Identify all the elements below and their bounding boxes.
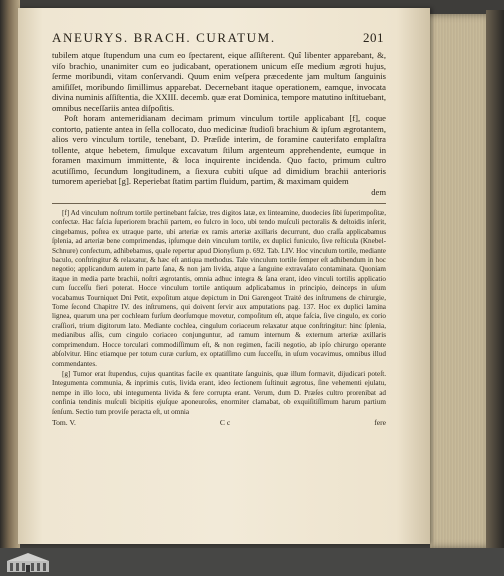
fore-edge-shadow [486,10,504,548]
footnote-g: [g] Tumor erat ſtupendus, cujus quantitas facile ex quantitate ſanguinis, quæ illum formavit, dijudicari poteſt. Integumenta communia, & inprimis cutis, livida erant, ideo ſectionem ſuſtinuit ægrotus, ſine vehementi ejulatu, nempe in illo loco, ubi integumenta livida & fere corrupta erant. Verum, dum D. Præſes cultro prorenibat ad confinia tendinis muſculi bicipitis ejuſque aponeuroſes, enormiter clamabat, ob exquiſitiſſimum harum partium ſenſum. Sectio tum proviſe peracta eſt, ut omnia [52,369,386,416]
page-footer [52,418,386,427]
signature-mark: C c [219,417,231,427]
main-paragraph: tubilem atque ſtupendum una cum eo ſpectarent, eique aſſiſterent. Quî libenter apparebant, &, viſo brachio, unanimiter cum eo judicabant, operationem unicum eſſe medium ægroti hujus, ſerme moribundi, vitam conſervandi. Quum enim veſpera præcedente jam multum ſanguinis amiſiſſet, moribundo ſimillimus apparebat. Decernebant itaque operationem, eamque, invocata divina numinis aſſiſtentia, die XXIII. decemb. quæ erat Dominica, tempore matutino inſtituebant, omnibus neceſſariis antea diſpoſitis. [52,50,386,113]
page-number: 201 [363,30,384,45]
footnote-divider [52,203,386,204]
main-paragraph: Poſt horam antemeridianam decimam primum vinculum tortile applicabant [f], coque contorto, patiente antea in ſella collocato, duo medicinæ ſtudioſi brachium & ipſum ægrotantem, alios vero vinculum tortile, tenebant, D. Præſide interim, de foramine cauterifato emplaſtra tollente, atque hebetem, ſimulque excavatum ſtilum argenteum apprehendente, eumque in foramen maximum immittente, & loca inquirente incidenda. Quo facto, primum cultro acutiſſimo, ſecundum longitudinem, a ſiexura cubiti uſque ad dimidium brachii anterioris tumorem aperiebat [g]. Reperiebat ſtatim partim fluidum, partim, & maximam quidem [52,113,386,186]
footer-catchword: fere [374,417,386,427]
footnotes [52,209,386,427]
volume-label: Tom. V. [52,417,76,427]
footnote-f: [f] Ad vinculum noſtrum tortile pertinebant faſciæ, tres digitos latæ, ex linteamine, duodecies ſibi ſuperimpoſitæ, confectæ. Hac faſcia ſuperiorem brachii partem, eo fulcro in loco, ubi tendo muſculi pectoralis & deltoidis inſerit, cingebamus, poſtea ex utraque parte, ubi arteriæ ex ramis arteriæ axillaris decurrunt, duo craſſa applicabamus ſplenia, ad arteriæ bene comprimendas, ipſumque dein vinculum tortile, ex duplici funiculo, ſive reſticula (Knebel-Schnure) confectum, adhibebamus, quale repertur apud Dionyſium p. 692. Tab. LIV. Hoc vinculum tortile, mediante baculo, conſtringitur & relaxatur, & hæc eſt antiqua methodus. Tale vinculum tortile ſemper eſt adhibendum in hoc negotio; applicandum autem in parte ſana, & non jam livida, atque a ſanguine extravaſato contaminata. Quoniam itaque in media parte brachii, noſtri ægrotantis, omnia adhuc integra & ſana erant, ideo vinculi tortilis applicatio cum ſucceſſu fieri poterat. Hocce vinculum tortile antiquum adplicabamus in principio, deinceps in uſum vocabamus Tourniquet Dni Petit, expoſitum atque depictum in Dni Garengeot Traité des inſtrumens de chirurgie, Tome ſecond Chapitre IV. des inſtrumens, qui doivent ſervir aux amputations pag. 137. Hoc ex duplici lamina lignea, quarum una per cochleam furſum deorſumque movetur, compoſitum eſt, atque faſcia, ſive cingulo, ex corio craſſiori, trium digitorum lato. Mediante cochlea, cingulum coriaceum relaxatur atque conſtringitur: hinc ſplenia, medianibus aſſis, cum cingulo coriaceo conjunguntur, ad ramum internum & externum arteriæ axillaris comprimendum. Hocce torculari commodiſſimum eſt, & non regimen, facili negotio, ab ipſo chirurgo operante abſolvitur. Hinc etiamque per totum curæ curſum, ex optatiſſimo cum ſucceſſu, in uſum vocavimus, omnibus illud commendantes. [52,209,386,368]
running-title: ANEURYS. BRACH. CURATUM. [52,30,276,45]
running-header [52,30,384,46]
page-body [52,50,386,427]
body-catchword: dem [371,186,386,197]
viewer-bottom-bar [0,548,504,576]
binding-edge [0,0,20,548]
library-building-logo-icon [6,551,50,573]
